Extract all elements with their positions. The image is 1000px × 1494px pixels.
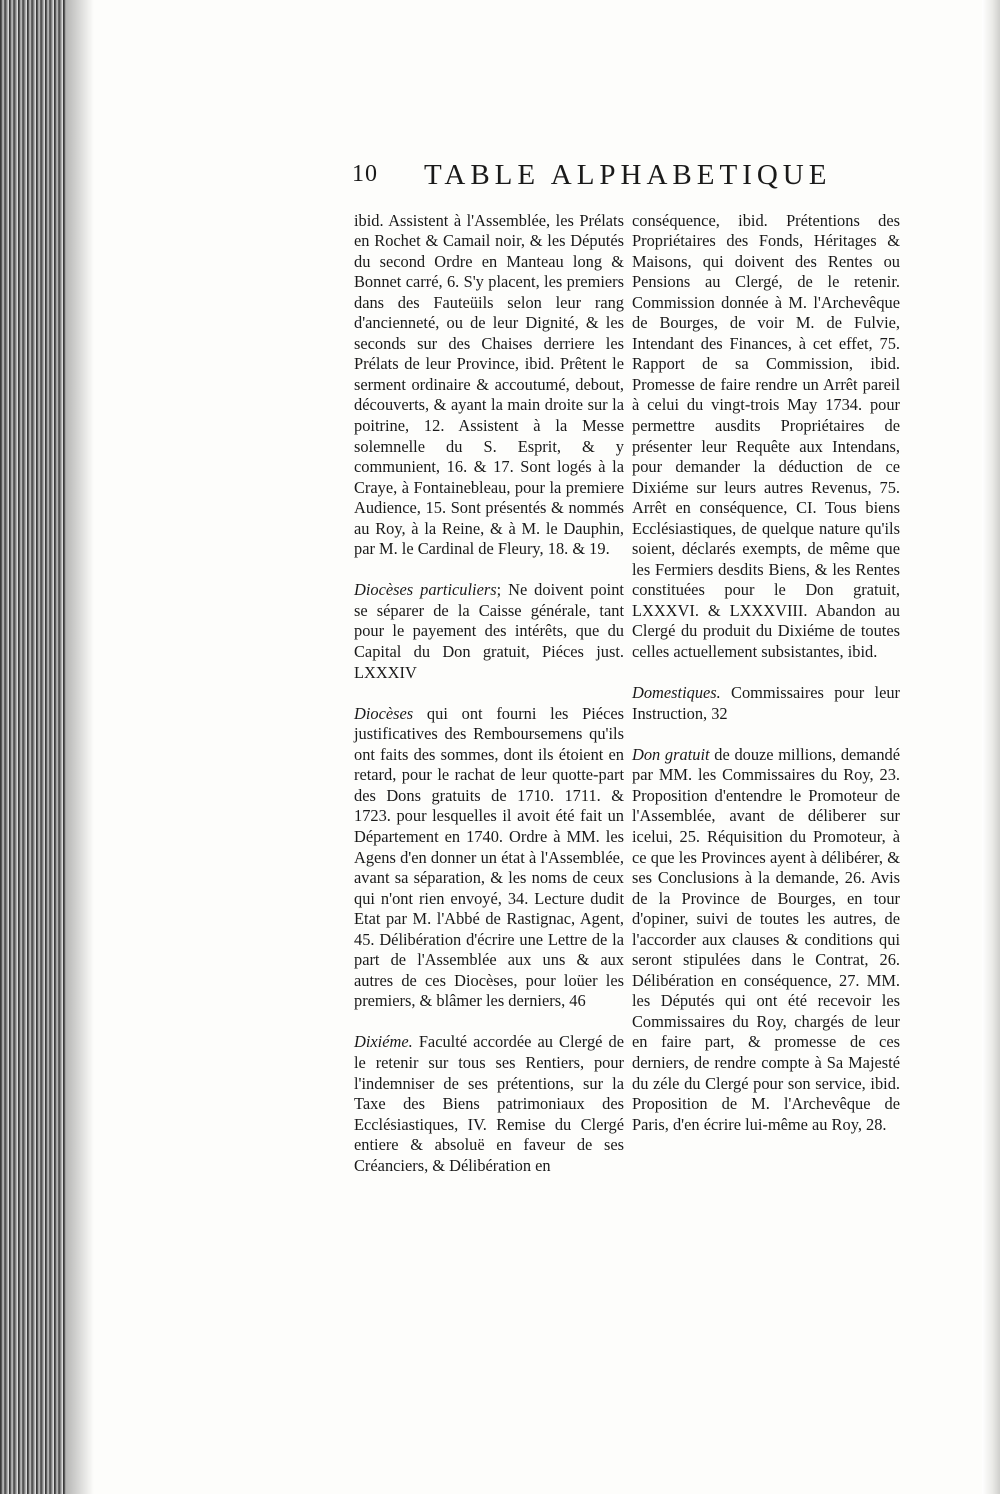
index-entry-continuation [354,211,624,560]
entry-text: qui ont fourni les Piéces justificatives des Remboursemens qu'ils ont faits des sommes, dont ils étoient en retard, pour le rachat de leur quotte-part des Dons gratuits de 1710. 1711. & 1723. pour lesquelles il avoit été fait un Département en 1740. Ordre à MM. les Agens d'en donner un état à l'Assemblée, avant sa séparation, & les noms de ceux qui n'ont rien envoyé, 34. Lecture dudit Etat par M. l'Abbé de Rastignac, Agent, 45. Délibération d'écrire une Lettre de la part de l'Assemblée aux uns & aux autres de ces Diocèses, pour loüer les premiers, & blâmer les derniers, 46 [354,703,624,1011]
entry-text: Faculté accordée au Clergé de le retenir sur tous ses Rentiers, pour l'indemniser de ses prétentions, sur la Taxe des Biens patrimoniaux des Ecclésiastiques, IV. Remise du Clergé entiere & absoluë en faveur de ses Créanciers, & Délibération en [354,1032,624,1175]
left-column [354,190,624,1197]
running-title: TABLE ALPHABETIQUE [424,159,832,191]
entry-text: de douze millions, demandé par MM. les Commissaires du Roy, 23. Proposition d'entendre le Promoteur de l'Assemblée, avant de déliberer sur icelui, 25. Réquisition du Promoteur, à ce que les Provinces ayent à délibérer, & ses Conclusions à la demande, 26. Avis de la Province de Bourges, en tour d'opiner, suivi de toutes les autres, de l'accorder aux clauses & conditions qui seront stipulées dans le Contrat, 26. Délibération en conséquence, 27. MM. les Députés qui ont été recevoir les Commissaires du Roy, chargés de leur en faire part, & promesse de ces derniers, de rendre compte à Sa Majesté du zéle du Clergé pour son service, ibid. Proposition de M. l'Archevêque de Paris, d'en écrire lui-même au Roy, 28. [632,744,900,1134]
page-number: 10 [352,161,378,187]
index-entry-don-gratuit [632,745,900,1135]
entry-term: Don gratuit [632,744,710,764]
gutter-shadow [66,0,94,1494]
entry-text: Commissaires pour leur Instruction, 32 [632,683,900,723]
index-entry-domestiques [632,683,900,724]
entry-text: ibid. Assistent à l'Assemblée, les Prélats en Rochet & Camail noir, & les Députés du second Ordre en Manteau long & Bonnet carré, 6. S'y placent, les premiers dans des Fauteüils selon leur rang d'ancienneté, ou de leur Dignité, & les seconds sur des Chaises derriere les Prélats de leur Province, ibid. Prêtent le serment ordinaire & accoutumé, debout, découverts, & ayant la main droite sur la poitrine, 12. Assistent à la Messe solemnelle du S. Esprit, & y communient, 16. & 17. Sont logés à la Craye, à Fontainebleau, pour la premiere Audience, 15. Sont présentés & nommés au Roy, à la Reine, & à M. le Dauphin, par M. le Cardinal de Fleury, 18. & 19. [354,210,624,559]
entry-term: Diocèses particuliers [354,580,497,600]
index-entry-continuation [632,211,900,663]
entry-term: Dixiéme. [354,1032,413,1052]
book-binding-edge [0,0,66,1494]
entry-text: ; Ne doivent point se séparer de la Caisse générale, tant pour le payement des intérêts, que du Capital du Don gratuit, Piéces just. LXXXIV [354,580,624,682]
entry-term: Domestiques. [632,683,721,703]
page-edge [982,0,1000,1494]
index-entry-dixieme [354,1032,624,1176]
right-column [632,190,900,1156]
entry-term: Diocèses [354,703,414,723]
index-entry-dioceses-particuliers [354,580,624,683]
entry-text: conséquence, ibid. Prétentions des Propriétaires des Fonds, Héritages & Maisons, qui doivent des Rentes ou Pensions au Clergé, de le retenir. Commission donnée à M. l'Archevêque de Bourges, de voir M. de Fulvie, Intendant des Finances, à cet effet, 75. Rapport de sa Commission, ibid. Promesse de faire rendre un Arrêt pareil à celui du vingt-trois May 1734. pour permettre ausdits Propriétaires de présenter leur Requête aux Intendans, pour demander la déduction de ce Dixiéme sur leurs autres Revenus, 75. Arrêt en conséquence, CI. Tous biens Ecclésiastiques, de quelque nature qu'ils soient, déclarés exempts, de même que les Fermiers desdits Biens, & les Rentes constituées pour le Don gratuit, LXXXVI. & LXXXVIII. Abandon au Clergé du produit du Dixiéme de toutes celles actuellement subsistantes, ibid. [632,210,900,662]
index-entry-dioceses [354,704,624,1012]
